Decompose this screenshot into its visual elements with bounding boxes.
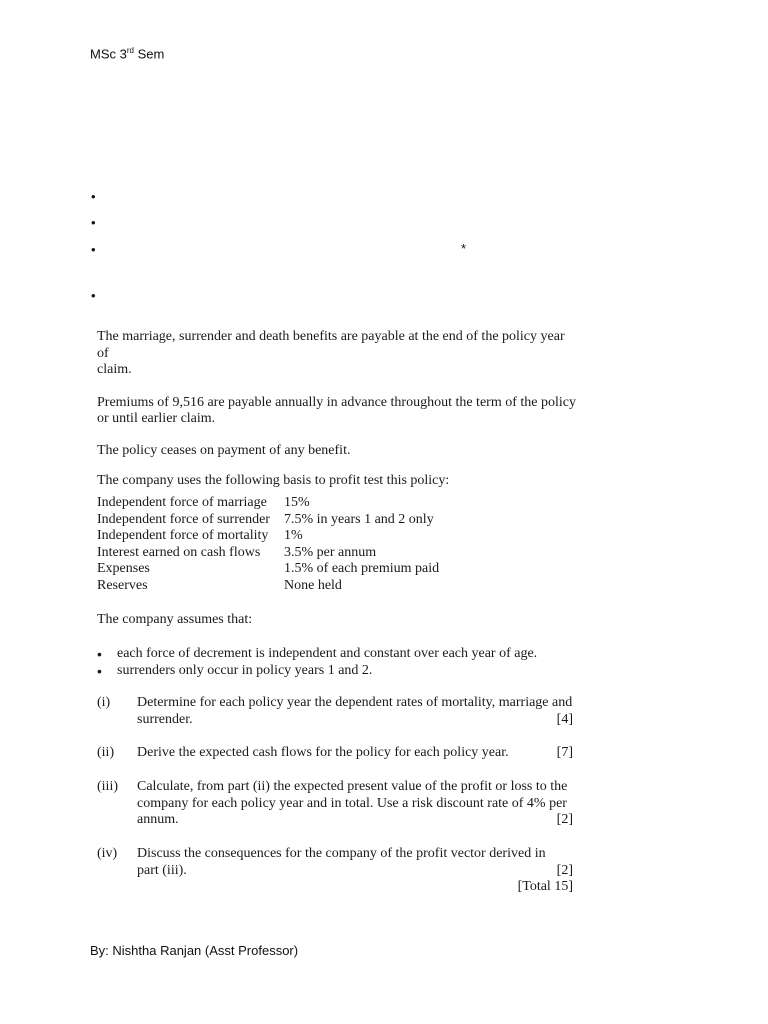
basis-table [97, 495, 439, 594]
question-mark: [4] [556, 711, 573, 727]
text-line: The company uses the following basis to profit test this policy: [97, 473, 450, 488]
paragraph-benefits [97, 329, 577, 379]
stray-bullet: • [91, 189, 96, 204]
basis-label: Interest earned on cash flows [97, 544, 261, 560]
question-line: Calculate, from part (ii) the expected present value of the profit or loss to the [137, 779, 568, 794]
basis-row [97, 495, 439, 512]
basis-value: 3.5% per annum [284, 544, 377, 560]
question-number: (ii) [97, 745, 115, 760]
stray-bullet: • [91, 242, 96, 257]
basis-label: Reserves [97, 577, 148, 593]
header-sup: rd [126, 46, 134, 55]
stray-bullet: • [91, 288, 96, 303]
text-line: The policy ceases on payment of any benefit. [97, 442, 351, 458]
stray-asterisk: * [461, 241, 467, 256]
text-line: or until earlier claim. [97, 411, 216, 426]
basis-label: Independent force of marriage [97, 495, 267, 510]
text-line: Premiums of 9,516 are payable annually in advance throughout the term of the policy [97, 394, 576, 410]
question-line: annum. [137, 812, 179, 827]
header-sem: Sem [133, 46, 165, 62]
question-i [97, 695, 573, 728]
question-line: part (iii). [137, 862, 187, 878]
paragraph-basis-intro [97, 473, 577, 490]
paragraph-ceases [97, 443, 577, 460]
basis-value: None held [284, 577, 342, 593]
question-total: [Total 15] [517, 879, 573, 894]
question-line: surrender. [137, 711, 193, 727]
question-line: Discuss the consequences for the company of the profit vector derived in [137, 846, 546, 861]
basis-row [97, 578, 439, 595]
basis-value: 1.5% of each premium paid [284, 561, 440, 576]
bullet-icon: • [97, 646, 102, 662]
question-ii [97, 745, 573, 762]
question-mark: [2] [556, 862, 573, 878]
page-header [90, 46, 164, 61]
question-number: (iii) [97, 779, 118, 794]
question-line: Derive the expected cash flows for the policy for each policy year. [137, 745, 509, 760]
assumption-text: surrenders only occur in policy years 1 and 2. [117, 662, 373, 678]
list-item [97, 646, 537, 663]
question-body [97, 329, 577, 490]
assumptions-intro: The company assumes that: [97, 612, 253, 627]
basis-row [97, 545, 439, 562]
basis-value: 15% [284, 495, 310, 510]
basis-value: 7.5% in years 1 and 2 only [284, 511, 434, 527]
paragraph-premiums [97, 395, 577, 428]
stray-bullet: • [91, 215, 96, 230]
question-number: (i) [97, 695, 111, 710]
basis-row [97, 512, 439, 529]
basis-row [97, 528, 439, 545]
page-footer: By: Nishtha Ranjan (Asst Professor) [90, 943, 299, 958]
question-iv [97, 846, 573, 896]
bullet-icon: • [97, 662, 102, 679]
question-line: Determine for each policy year the dependent rates of mortality, marriage and [137, 695, 573, 710]
basis-row [97, 561, 439, 578]
basis-label: Independent force of surrender [97, 511, 270, 527]
list-item [97, 663, 537, 680]
text-line: The marriage, surrender and death benefits are payable at the end of the policy year of [97, 329, 565, 361]
question-line: company for each policy year and in total. Use a risk discount rate of 4% per [137, 795, 567, 811]
question-mark: [7] [556, 745, 573, 760]
question-number: (iv) [97, 846, 118, 861]
text-line: claim. [97, 362, 132, 377]
basis-label: Independent force of mortality [97, 528, 269, 543]
question-mark: [2] [556, 812, 573, 827]
header-course: MSc 3 [90, 46, 127, 62]
assumption-text: each force of decrement is independent and constant over each year of age. [117, 646, 538, 661]
basis-label: Expenses [97, 561, 150, 576]
assumptions-list [97, 646, 537, 679]
question-iii [97, 779, 573, 829]
basis-value: 1% [284, 528, 303, 543]
